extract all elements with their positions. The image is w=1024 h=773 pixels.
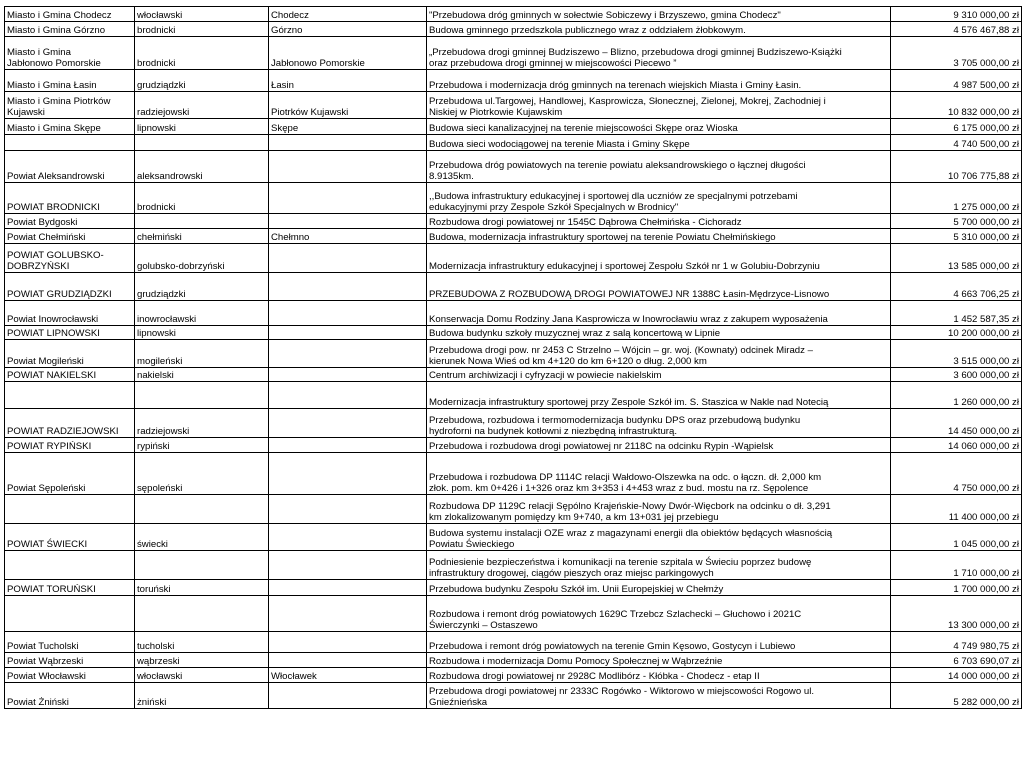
- task-name-cell: Przebudowa i rozbudowa DP 1114C relacji Wałdowo-Olszewka na odc. o łączn. dł. 2,000 km złok. pom. km 0+426 i 1+326 oraz km 3+353 i 4+453 wraz z bud. mostu na rz. Sępolence: [427, 453, 891, 495]
- task-name-cell: Rozbudowa drogi powiatowej nr 1545C Dąbrowa Chełmińska - Cichoradz: [427, 214, 891, 229]
- beneficiary-cell: Powiat Chełmiński: [5, 229, 135, 244]
- table-row: [5, 326, 1022, 340]
- amount-cell: 11 400 000,00 zł: [891, 495, 1022, 524]
- task-name-cell: Przebudowa dróg powiatowych na terenie powiatu aleksandrowskiego o łącznej długości 8.9135km.: [427, 151, 891, 183]
- county-cell: radziejowski: [135, 409, 269, 438]
- county-cell: inowrocławski: [135, 301, 269, 326]
- task-name-cell: Przebudowa drogi pow. nr 2453 C Strzelno – Wójcin – gr. woj. (Kownaty) odcinek Miradz – kierunek Nowa Wieś od km 4+120 do km 6+120 o dług. 2,000 km: [427, 340, 891, 368]
- task-name-cell: Budowa, modernizacja infrastruktury sportowej na terenie Powiatu Chełmińskiego: [427, 229, 891, 244]
- task-name-cell: Budowa systemu instalacji OZE wraz z magazynami energii dla obiektów będących własnością Powiatu Świeckiego: [427, 524, 891, 551]
- municipality-cell: [269, 340, 427, 368]
- county-cell: chełmiński: [135, 229, 269, 244]
- county-cell: [135, 135, 269, 151]
- county-cell: włocławski: [135, 7, 269, 22]
- county-cell: rypiński: [135, 438, 269, 453]
- amount-cell: 4 749 980,75 zł: [891, 632, 1022, 653]
- task-name-cell: Centrum archiwizacji i cyfryzacji w powiecie nakielskim: [427, 368, 891, 382]
- amount-cell: 1 700 000,00 zł: [891, 580, 1022, 596]
- funding-table: [4, 6, 1022, 709]
- amount-cell: 5 700 000,00 zł: [891, 214, 1022, 229]
- beneficiary-cell: POWIAT NAKIELSKI: [5, 368, 135, 382]
- table-row: [5, 632, 1022, 653]
- task-name-cell: Budowa budynku szkoły muzycznej wraz z salą koncertową w Lipnie: [427, 326, 891, 340]
- beneficiary-cell: Powiat Mogileński: [5, 340, 135, 368]
- beneficiary-cell: Powiat Włocławski: [5, 668, 135, 683]
- amount-cell: 3 705 000,00 zł: [891, 37, 1022, 70]
- municipality-cell: [269, 409, 427, 438]
- county-cell: toruński: [135, 580, 269, 596]
- table-row: [5, 22, 1022, 37]
- amount-cell: 13 585 000,00 zł: [891, 244, 1022, 273]
- amount-cell: 4 663 706,25 zł: [891, 273, 1022, 301]
- county-cell: [135, 382, 269, 409]
- municipality-cell: [269, 214, 427, 229]
- amount-cell: 3 515 000,00 zł: [891, 340, 1022, 368]
- task-name-cell: Podniesienie bezpieczeństwa i komunikacji na terenie szpitala w Świeciu poprzez budowę infrastruktury drogowej, ciągów pieszych oraz miejsc parkingowych: [427, 551, 891, 580]
- table-row: [5, 7, 1022, 22]
- county-cell: brodnicki: [135, 37, 269, 70]
- task-name-cell: Budowa gminnego przedszkola publicznego wraz z oddziałem żłobkowym.: [427, 22, 891, 37]
- beneficiary-cell: Miasto i Gmina Piotrków Kujawski: [5, 92, 135, 119]
- beneficiary-cell: Miasto i Gmina Chodecz: [5, 7, 135, 22]
- beneficiary-cell: POWIAT LIPNOWSKI: [5, 326, 135, 340]
- table-row: [5, 551, 1022, 580]
- amount-cell: 10 706 775,88 zł: [891, 151, 1022, 183]
- amount-cell: 13 300 000,00 zł: [891, 596, 1022, 632]
- municipality-cell: [269, 495, 427, 524]
- table-row: [5, 438, 1022, 453]
- municipality-cell: Włocławek: [269, 668, 427, 683]
- county-cell: [135, 596, 269, 632]
- municipality-cell: [269, 273, 427, 301]
- table-row: [5, 135, 1022, 151]
- municipality-cell: [269, 244, 427, 273]
- amount-cell: 14 060 000,00 zł: [891, 438, 1022, 453]
- amount-cell: 9 310 000,00 zł: [891, 7, 1022, 22]
- task-name-cell: Przebudowa i remont dróg powiatowych na terenie Gmin Kęsowo, Gostycyn i Lubiewo: [427, 632, 891, 653]
- municipality-cell: [269, 551, 427, 580]
- table-row: [5, 580, 1022, 596]
- task-name-cell: Przebudowa ul.Targowej, Handlowej, Kasprowicza, Słonecznej, Zielonej, Mokrej, Zachodniej i Niskiej w Piotrkowie Kujawskim: [427, 92, 891, 119]
- task-name-cell: Rozbudowa i modernizacja Domu Pomocy Społecznej w Wąbrzeźnie: [427, 653, 891, 668]
- beneficiary-cell: Powiat Tucholski: [5, 632, 135, 653]
- county-cell: sępoleński: [135, 453, 269, 495]
- task-name-cell: PRZEBUDOWA Z ROZBUDOWĄ DROGI POWIATOWEJ NR 1388C Łasin-Mędrzyce-Lisnowo: [427, 273, 891, 301]
- municipality-cell: [269, 151, 427, 183]
- table-row: [5, 244, 1022, 273]
- table-body: [5, 7, 1022, 709]
- task-name-cell: Przebudowa drogi powiatowej nr 2333C Rogówko - Wiktorowo w miejscowości Rogowo ul. Gnieźnieńska: [427, 683, 891, 709]
- table-row: [5, 70, 1022, 92]
- county-cell: żniński: [135, 683, 269, 709]
- county-cell: świecki: [135, 524, 269, 551]
- county-cell: [135, 551, 269, 580]
- task-name-cell: Przebudowa, rozbudowa i termomodernizacja budynku DPS oraz przebudową budynku hydroforni na budynek kotłowni z niezbędną infrastrukturą.: [427, 409, 891, 438]
- beneficiary-cell: Powiat Wąbrzeski: [5, 653, 135, 668]
- table-row: [5, 382, 1022, 409]
- municipality-cell: [269, 524, 427, 551]
- table-row: [5, 273, 1022, 301]
- municipality-cell: [269, 632, 427, 653]
- county-cell: [135, 495, 269, 524]
- beneficiary-cell: POWIAT GOLUBSKO- DOBRZYŃSKI: [5, 244, 135, 273]
- table-row: [5, 596, 1022, 632]
- table-row: [5, 92, 1022, 119]
- table-row: [5, 229, 1022, 244]
- table-row: [5, 453, 1022, 495]
- amount-cell: 6 175 000,00 zł: [891, 119, 1022, 135]
- task-name-cell: Budowa sieci wodociągowej na terenie Miasta i Gminy Skępe: [427, 135, 891, 151]
- beneficiary-cell: Powiat Sępoleński: [5, 453, 135, 495]
- beneficiary-cell: POWIAT TORUŃSKI: [5, 580, 135, 596]
- beneficiary-cell: [5, 495, 135, 524]
- task-name-cell: ,,Budowa infrastruktury edukacyjnej i sportowej dla uczniów ze specjalnymi potrzebami edukacyjnymi przy Zespole Szkół Specjalnych w Brodnicy": [427, 183, 891, 214]
- beneficiary-cell: [5, 382, 135, 409]
- beneficiary-cell: POWIAT RADZIEJOWSKI: [5, 409, 135, 438]
- amount-cell: 10 200 000,00 zł: [891, 326, 1022, 340]
- table-row: [5, 668, 1022, 683]
- beneficiary-cell: Miasto i Gmina Skępe: [5, 119, 135, 135]
- municipality-cell: Chełmno: [269, 229, 427, 244]
- amount-cell: 1 045 000,00 zł: [891, 524, 1022, 551]
- table-row: [5, 301, 1022, 326]
- county-cell: włocławski: [135, 668, 269, 683]
- table-row: [5, 524, 1022, 551]
- municipality-cell: Jabłonowo Pomorskie: [269, 37, 427, 70]
- county-cell: tucholski: [135, 632, 269, 653]
- task-name-cell: Modernizacja infrastruktury sportowej przy Zespole Szkół im. S. Staszica w Nakle nad Notecią: [427, 382, 891, 409]
- municipality-cell: Górzno: [269, 22, 427, 37]
- municipality-cell: [269, 326, 427, 340]
- table-row: [5, 368, 1022, 382]
- table-row: [5, 409, 1022, 438]
- municipality-cell: [269, 580, 427, 596]
- amount-cell: 14 000 000,00 zł: [891, 668, 1022, 683]
- county-cell: radziejowski: [135, 92, 269, 119]
- task-name-cell: Budowa sieci kanalizacyjnej na terenie miejscowości Skępe oraz Wioska: [427, 119, 891, 135]
- table-row: [5, 119, 1022, 135]
- table-row: [5, 653, 1022, 668]
- amount-cell: 1 710 000,00 zł: [891, 551, 1022, 580]
- task-name-cell: Przebudowa budynku Zespołu Szkół im. Unii Europejskiej w Chełmży: [427, 580, 891, 596]
- beneficiary-cell: Miasto i Gmina Łasin: [5, 70, 135, 92]
- amount-cell: 10 832 000,00 zł: [891, 92, 1022, 119]
- beneficiary-cell: Miasto i Gmina Górzno: [5, 22, 135, 37]
- amount-cell: 5 310 000,00 zł: [891, 229, 1022, 244]
- task-name-cell: Rozbudowa drogi powiatowej nr 2928C Modlibórz - Kłóbka - Chodecz - etap II: [427, 668, 891, 683]
- beneficiary-cell: Powiat Aleksandrowski: [5, 151, 135, 183]
- task-name-cell: Konserwacja Domu Rodziny Jana Kasprowicza w Inowrocławiu wraz z zakupem wyposażenia: [427, 301, 891, 326]
- amount-cell: 1 275 000,00 zł: [891, 183, 1022, 214]
- municipality-cell: [269, 135, 427, 151]
- beneficiary-cell: [5, 551, 135, 580]
- beneficiary-cell: POWIAT GRUDZIĄDZKI: [5, 273, 135, 301]
- county-cell: grudziądzki: [135, 273, 269, 301]
- task-name-cell: "Przebudowa dróg gminnych w sołectwie Sobiczewy i Brzyszewo, gmina Chodecz": [427, 7, 891, 22]
- amount-cell: 3 600 000,00 zł: [891, 368, 1022, 382]
- beneficiary-cell: Powiat Żniński: [5, 683, 135, 709]
- task-name-cell: Przebudowa i modernizacja dróg gminnych na terenach wiejskich Miasta i Gminy Łasin.: [427, 70, 891, 92]
- table-row: [5, 37, 1022, 70]
- table-row: [5, 340, 1022, 368]
- municipality-cell: [269, 382, 427, 409]
- amount-cell: 1 452 587,35 zł: [891, 301, 1022, 326]
- county-cell: brodnicki: [135, 183, 269, 214]
- county-cell: [135, 214, 269, 229]
- beneficiary-cell: Powiat Inowrocławski: [5, 301, 135, 326]
- municipality-cell: [269, 368, 427, 382]
- county-cell: lipnowski: [135, 326, 269, 340]
- table-row: [5, 495, 1022, 524]
- amount-cell: 4 576 467,88 zł: [891, 22, 1022, 37]
- amount-cell: 14 450 000,00 zł: [891, 409, 1022, 438]
- amount-cell: 5 282 000,00 zł: [891, 683, 1022, 709]
- beneficiary-cell: Miasto i Gmina Jabłonowo Pomorskie: [5, 37, 135, 70]
- county-cell: wąbrzeski: [135, 653, 269, 668]
- amount-cell: 4 740 500,00 zł: [891, 135, 1022, 151]
- table-row: [5, 214, 1022, 229]
- table-row: [5, 151, 1022, 183]
- beneficiary-cell: [5, 135, 135, 151]
- municipality-cell: [269, 653, 427, 668]
- municipality-cell: [269, 596, 427, 632]
- municipality-cell: [269, 183, 427, 214]
- municipality-cell: [269, 683, 427, 709]
- county-cell: mogileński: [135, 340, 269, 368]
- task-name-cell: „Przebudowa drogi gminnej Budziszewo – Blizno, przebudowa drogi gminnej Budziszewo-Książki oraz przebudowa drogi gminnej w miejscowości Piecewo ”: [427, 37, 891, 70]
- municipality-cell: Piotrków Kujawski: [269, 92, 427, 119]
- municipality-cell: [269, 438, 427, 453]
- beneficiary-cell: POWIAT BRODNICKI: [5, 183, 135, 214]
- municipality-cell: Chodecz: [269, 7, 427, 22]
- county-cell: golubsko-dobrzyński: [135, 244, 269, 273]
- county-cell: aleksandrowski: [135, 151, 269, 183]
- task-name-cell: Rozbudowa DP 1129C relacji Sępólno Krajeńskie-Nowy Dwór-Więcbork na odcinku o dł. 3,291 km zlokalizowanym pomiędzy km 9+740, a km 13+031 jej przebiegu: [427, 495, 891, 524]
- beneficiary-cell: Powiat Bydgoski: [5, 214, 135, 229]
- municipality-cell: Skępe: [269, 119, 427, 135]
- beneficiary-cell: POWIAT ŚWIECKI: [5, 524, 135, 551]
- municipality-cell: [269, 453, 427, 495]
- amount-cell: 6 703 690,07 zł: [891, 653, 1022, 668]
- county-cell: nakielski: [135, 368, 269, 382]
- amount-cell: 4 750 000,00 zł: [891, 453, 1022, 495]
- task-name-cell: Modernizacja infrastruktury edukacyjnej i sportowej Zespołu Szkół nr 1 w Golubiu-Dobrzyniu: [427, 244, 891, 273]
- beneficiary-cell: POWIAT RYPIŃSKI: [5, 438, 135, 453]
- county-cell: brodnicki: [135, 22, 269, 37]
- table-row: [5, 183, 1022, 214]
- amount-cell: 1 260 000,00 zł: [891, 382, 1022, 409]
- table-row: [5, 683, 1022, 709]
- task-name-cell: Przebudowa i rozbudowa drogi powiatowej nr 2118C na odcinku Rypin -Wąpielsk: [427, 438, 891, 453]
- county-cell: lipnowski: [135, 119, 269, 135]
- county-cell: grudziądzki: [135, 70, 269, 92]
- municipality-cell: [269, 301, 427, 326]
- amount-cell: 4 987 500,00 zł: [891, 70, 1022, 92]
- task-name-cell: Rozbudowa i remont dróg powiatowych 1629C Trzebcz Szlachecki – Głuchowo i 2021C Świerczynki – Ostaszewo: [427, 596, 891, 632]
- beneficiary-cell: [5, 596, 135, 632]
- municipality-cell: Łasin: [269, 70, 427, 92]
